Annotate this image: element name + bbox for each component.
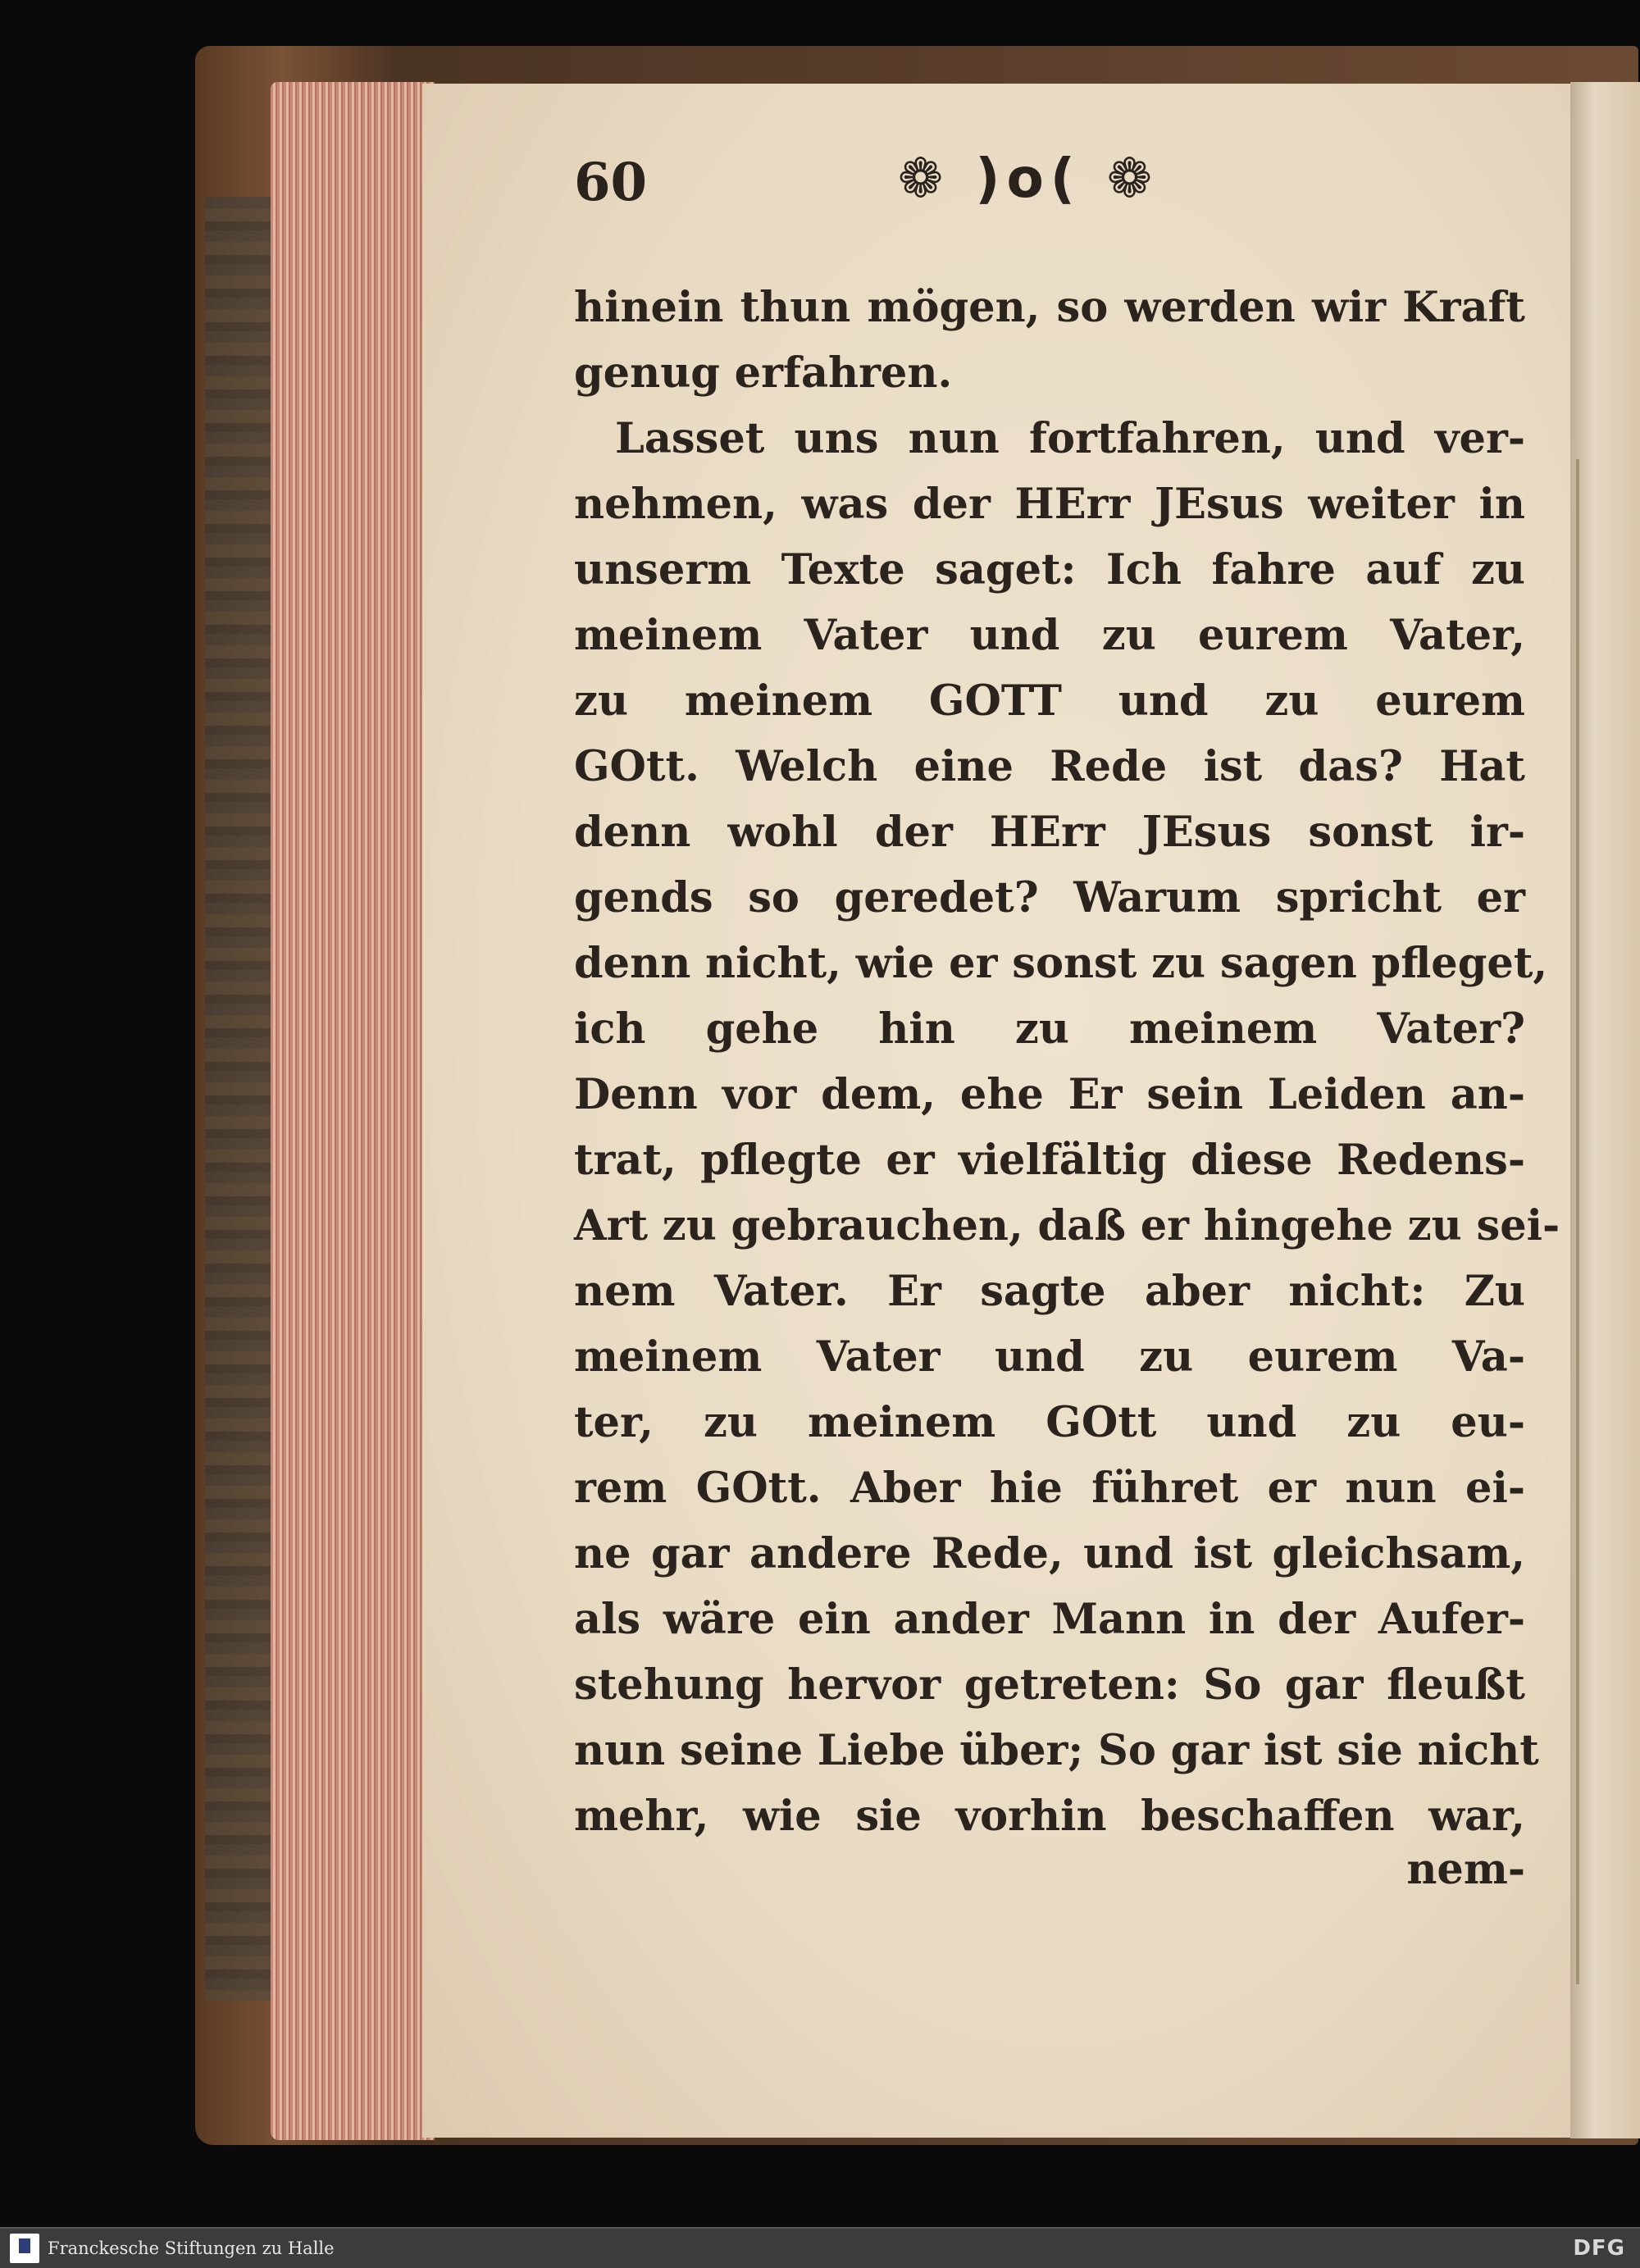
- text-line: genug erfahren.: [574, 348, 953, 398]
- institution-logo-icon: [10, 2234, 39, 2263]
- text-line: denn nicht, wie er sonst zu sagen pfleget,: [574, 939, 1548, 988]
- text-line: nun seine Liebe über; So gar ist sie nicht: [574, 1726, 1539, 1775]
- text-line: nem Vater. Er sagte aber nicht: Zu: [574, 1267, 1525, 1316]
- text-line: ne gar andere Rede, und ist gleichsam,: [574, 1529, 1525, 1578]
- text-block: [574, 275, 1560, 1849]
- cover-marbling: [205, 197, 279, 2001]
- text-line: hinein thun mögen, so werden wir Kraft: [574, 283, 1525, 332]
- text-line: Art zu gebrauchen, daß er hingehe zu sei-: [574, 1201, 1560, 1250]
- text-line: rem GOtt. Aber hie führet er nun ei-: [574, 1464, 1525, 1513]
- header-ornament: ❁ )o( ❁: [898, 147, 1159, 210]
- text-line: meinem Vater und zu eurem Va-: [574, 1332, 1525, 1382]
- institution-name: Franckesche Stiftungen zu Halle: [48, 2238, 335, 2258]
- page-edges: [271, 82, 435, 2140]
- text-line: GOtt. Welch eine Rede ist das? Hat: [574, 742, 1525, 791]
- text-line: trat, pflegte er vielfältig diese Redens-: [574, 1136, 1525, 1185]
- text-line: unserm Texte saget: Ich fahre auf zu: [574, 545, 1525, 594]
- page-header: [574, 147, 1230, 217]
- text-line: mehr, wie sie vorhin beschaffen war,: [574, 1792, 1525, 1841]
- text-line: ter, zu meinem GOtt und zu eu-: [574, 1398, 1525, 1447]
- text-line: als wäre ein ander Mann in der Aufer-: [574, 1595, 1525, 1644]
- gutter-shadow: [1576, 459, 1579, 1984]
- text-line: ich gehe hin zu meinem Vater?: [574, 1004, 1525, 1054]
- text-line: nehmen, was der HErr JEsus weiter in: [574, 480, 1525, 529]
- text-line: Lasset uns nun fortfahren, und ver-: [615, 414, 1525, 463]
- page-number: 60: [574, 152, 648, 213]
- text-line: stehung hervor getreten: So gar fleußt: [574, 1660, 1525, 1710]
- text-line: denn wohl der HErr JEsus sonst ir-: [574, 808, 1525, 857]
- text-line: gends so geredet? Warum spricht er: [574, 873, 1525, 922]
- catchword: nem-: [1406, 1845, 1525, 1894]
- text-line: meinem Vater und zu eurem Vater,: [574, 611, 1525, 660]
- text-line: zu meinem GOTT und zu eurem: [574, 676, 1525, 726]
- text-line: Denn vor dem, ehe Er sein Leiden an-: [574, 1070, 1525, 1119]
- funder-logo: DFG: [1573, 2236, 1625, 2261]
- viewer-footer: [0, 2227, 1640, 2268]
- facing-page-gutter: [1570, 82, 1640, 2138]
